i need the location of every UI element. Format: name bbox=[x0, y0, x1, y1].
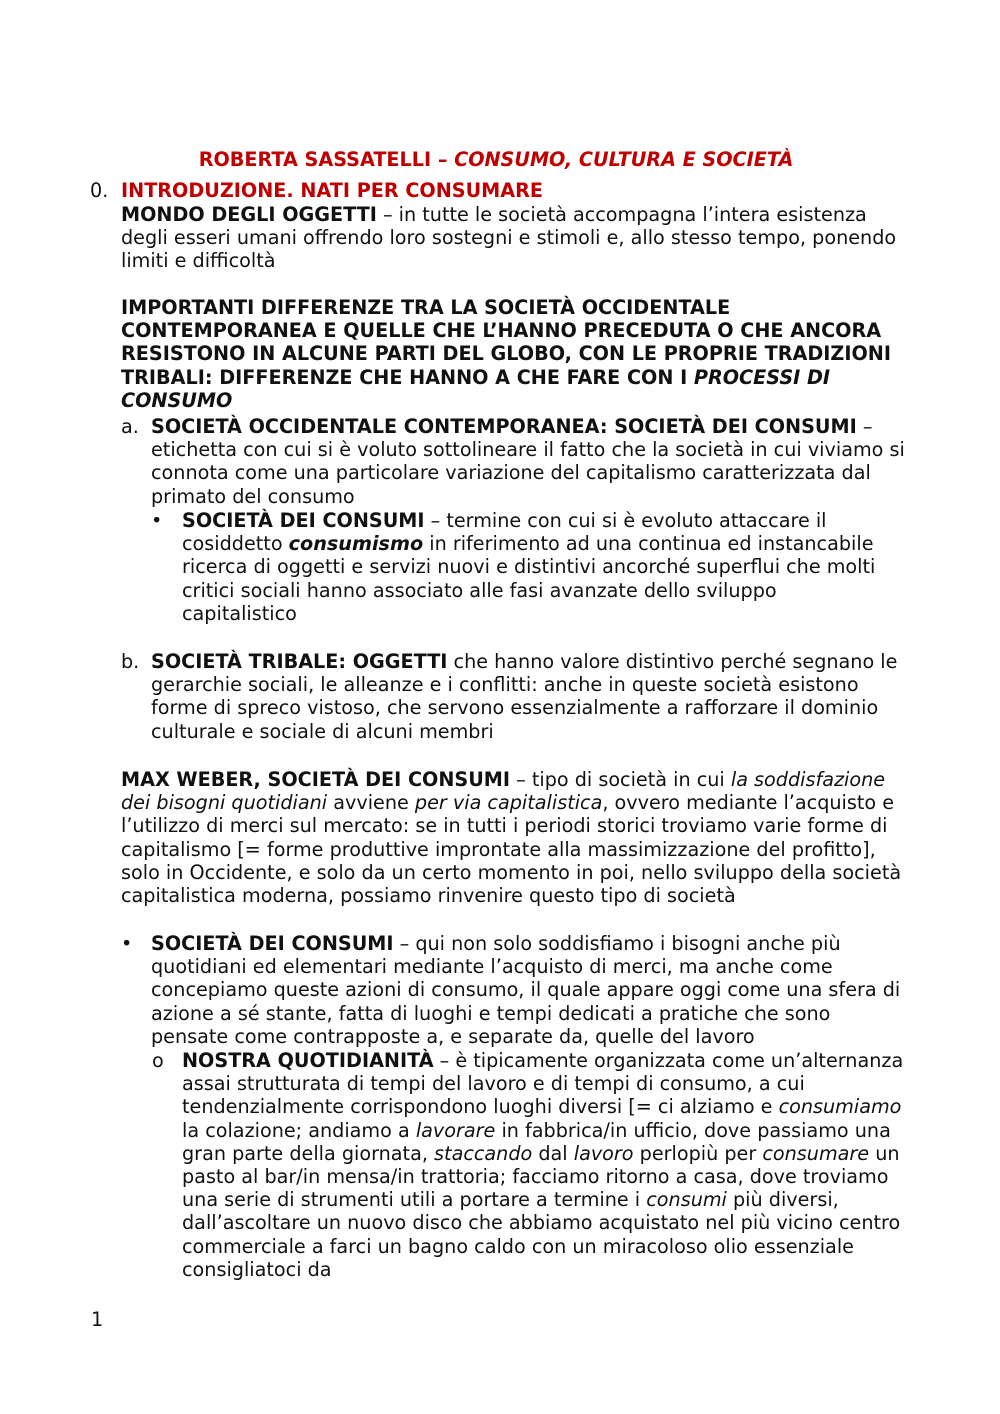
sub-text: più diversi, dall’ascoltare un nuovo disco che abbiamo acquistato nel più vicino centro commerciale a farci un bagno caldo con un miracoloso olio essenziale consigliatoci da bbox=[182, 1188, 901, 1281]
sub-text: dal bbox=[532, 1141, 574, 1165]
heading-differenze: IMPORTANTI DIFFERENZE TRA LA SOCIETÀ OCCIDENTALE CONTEMPORANEA E QUELLE CHE L’HANNO PRECEDUTA O CHE ANCORA RESISTONO IN ALCUNE PARTI DEL GLOBO, CON LE PROPRIE TRADIZIONI TRIBALI: DIFFERENZE CHE HANNO A CHE FARE CON I bbox=[121, 296, 891, 389]
bullet-item-consumismo bbox=[182, 509, 882, 625]
paragraph-differenze bbox=[121, 296, 911, 412]
sub-italic: staccando bbox=[434, 1141, 533, 1165]
sub-italic: lavoro bbox=[573, 1141, 634, 1165]
sub-italic: consumi bbox=[646, 1188, 727, 1212]
heading-processi-consumo: PROCESSI DI CONSUMO bbox=[121, 365, 831, 412]
page-number: 1 bbox=[91, 1308, 104, 1331]
sub-bullet-quotidianita bbox=[182, 1049, 912, 1281]
weber-text: – tipo di società in cui bbox=[510, 768, 731, 791]
sub-text: un pasto al bar/in mensa/in trattoria; facciamo ritorno a casa, dove troviamo una serie di strumenti utili a portare a termine i bbox=[182, 1141, 900, 1212]
bullet-marker: • bbox=[121, 932, 133, 955]
sub-bullet-marker: o bbox=[152, 1049, 164, 1072]
term-consumismo: consumismo bbox=[288, 532, 424, 556]
sub-italic: consumare bbox=[762, 1141, 870, 1165]
paragraph-weber bbox=[121, 768, 911, 907]
sub-text: la colazione; andiamo a bbox=[182, 1118, 416, 1142]
bullet-text: in riferimento ad una continua ed instancabile ricerca di oggetti e servizi nuovi e distintivi ancorché superflui che molti critici sociali hanno associato alle fasi avanzate dello sviluppo capitalistico bbox=[182, 532, 876, 625]
title-dash: – bbox=[431, 148, 455, 171]
sub-italic: lavorare bbox=[415, 1118, 496, 1142]
definition-text: – in tutte le società accompagna l’intera esistenza degli esseri umani offrendo loro sostegni e stimoli e, allo stesso tempo, ponendo limiti e difficoltà bbox=[121, 203, 897, 273]
list-marker-b: b. bbox=[121, 650, 140, 673]
sub-text: – è tipicamente organizzata come un’alternanza assai strutturata di tempi del lavoro e di tempi di consumo, a cui tendenzialmente corrispondono luoghi diversi [= ci alziamo e bbox=[182, 1049, 904, 1119]
weber-text: avviene bbox=[327, 791, 415, 815]
sub-italic: consumiamo bbox=[778, 1095, 902, 1119]
definition-text: che hanno valore distintivo perché segnano le gerarchie sociali, le alleanze e i conflitti: anche in queste società esistono forme di spreco vistoso, che servono essenzialmente a rafforzare il dominio culturale e sociale di alcuni membri bbox=[151, 650, 898, 743]
term-societa-consumi: SOCIETÀ DEI CONSUMI bbox=[151, 932, 394, 955]
sub-text: perlopiù per bbox=[633, 1141, 763, 1165]
definition-text: – etichetta con cui si è voluto sottolineare il fatto che la società in cui viviamo si connota come una particolare variazione del capitalismo caratterizzata dal primato del consumo bbox=[151, 415, 905, 508]
title-author: ROBERTA SASSATELLI bbox=[198, 148, 432, 171]
weber-text: , ovvero mediante l’acquisto e l’utilizzo di merci sul mercato: se in tutti i periodi storici troviamo varie forme di capitalismo [= forme produttive improntate alla massimizzazione del profitto], solo in Occidente, e solo da un certo momento in poi, nello sviluppo della società capitalistica moderna, possiamo rinvenire questo tipo di società bbox=[121, 791, 902, 908]
list-item-a bbox=[151, 415, 911, 508]
bullet-text: – qui non solo soddisfiamo i bisogni anche più quotidiani ed elementari mediante l’acquisto di merci, ma anche come concepiamo queste azioni di consumo, il quale appare oggi come una sfera di azione a sé stante, fatta di luoghi e tempi dedicati a pratiche che sono pensate come contrapposte a, e separate da, quelle del lavoro bbox=[151, 932, 901, 1048]
term-societa-consumi: SOCIETÀ DEI CONSUMI bbox=[182, 509, 425, 532]
document-title bbox=[0, 148, 992, 171]
term-mondo-oggetti: MONDO DEGLI OGGETTI bbox=[121, 203, 377, 226]
term-max-weber: MAX WEBER, SOCIETÀ DEI CONSUMI bbox=[121, 768, 511, 791]
bullet-item-societa-consumi bbox=[151, 932, 911, 1048]
sub-text: in fabbrica/in ufficio, dove passiamo una gran parte della giornata, bbox=[182, 1118, 891, 1165]
list-marker-a: a. bbox=[121, 415, 139, 438]
title-work: CONSUMO, CULTURA E SOCIETÀ bbox=[454, 148, 794, 171]
list-item-b bbox=[151, 650, 911, 743]
term-societa-occidentale: SOCIETÀ OCCIDENTALE CONTEMPORANEA: SOCIETÀ DEI CONSUMI bbox=[151, 415, 857, 438]
weber-italic: la soddisfazione dei bisogni quotidiani bbox=[121, 768, 886, 815]
weber-italic: per via capitalistica bbox=[414, 791, 603, 815]
section-heading: INTRODUZIONE. NATI PER CONSUMARE bbox=[121, 179, 544, 202]
paragraph-mondo-oggetti bbox=[121, 203, 911, 273]
bullet-text: – termine con cui si è evoluto attaccare il cosiddetto bbox=[182, 509, 827, 556]
bullet-marker: • bbox=[151, 509, 163, 532]
term-societa-tribale: SOCIETÀ TRIBALE: OGGETTI bbox=[151, 650, 448, 673]
term-nostra-quotidianita: NOSTRA QUOTIDIANITÀ bbox=[182, 1049, 434, 1072]
section-number: 0. bbox=[90, 179, 109, 202]
